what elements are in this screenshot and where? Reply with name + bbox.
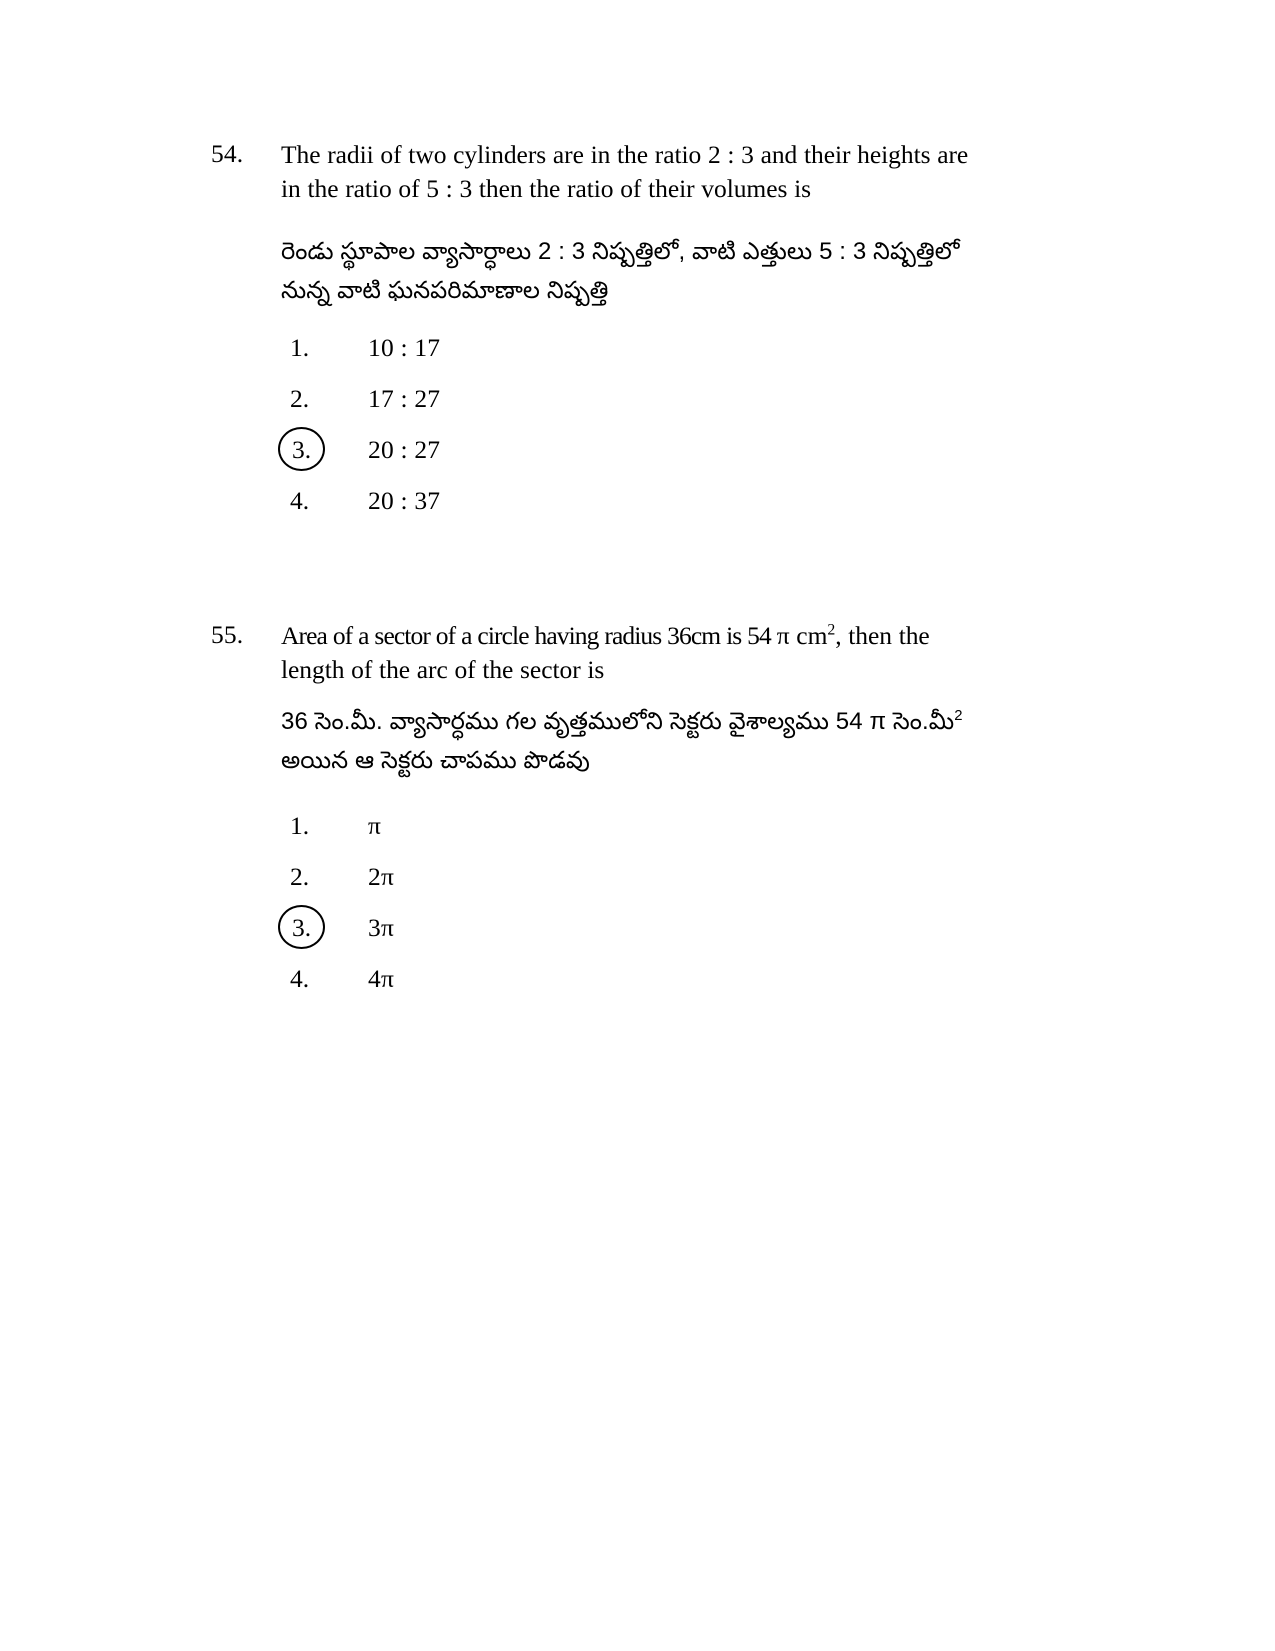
question-stem-telugu-54 xyxy=(281,233,1011,311)
option-marker-4[interactable] xyxy=(290,486,348,515)
option-marker-label: 1. xyxy=(290,810,310,840)
options-list-54 xyxy=(290,333,1011,537)
question-number-54: 54. xyxy=(211,139,244,168)
question-54 xyxy=(0,138,1275,537)
option-row-4[interactable] xyxy=(290,964,1011,1015)
option-marker-2[interactable] xyxy=(290,384,348,413)
option-text-3: 20 : 27 xyxy=(368,434,441,464)
option-marker-label: 4. xyxy=(290,485,310,515)
question-block-54 xyxy=(0,138,1275,537)
option-text-1: π xyxy=(368,810,382,840)
option-marker-1[interactable] xyxy=(290,333,348,362)
option-marker-label: 1. xyxy=(290,332,310,362)
option-row-3[interactable] xyxy=(290,913,1011,964)
superscript-two: 2 xyxy=(827,621,836,639)
question-block-55 xyxy=(0,619,1275,1015)
option-row-1[interactable] xyxy=(290,333,1011,384)
pi-symbol: π xyxy=(869,707,887,735)
pi-symbol: π xyxy=(776,621,790,650)
stem-telugu-line-1 xyxy=(281,703,1011,742)
selected-answer-circle-icon xyxy=(290,435,313,464)
question-stem-english-55 xyxy=(281,619,1011,687)
stem-english-line-1 xyxy=(281,619,1011,653)
stem-english-line-1-part-a: Area of a sector of a circle having radius 36cm is 54 xyxy=(281,621,777,650)
stem-english-line-1-part-b: cm xyxy=(789,621,828,650)
selected-answer-circle-icon xyxy=(290,913,313,942)
options-list-55 xyxy=(290,811,1011,1015)
question-number-55: 55. xyxy=(211,620,244,649)
stem-telugu-line-1-part-b: సెం.మీ xyxy=(886,707,955,735)
superscript-two: 2 xyxy=(954,707,963,724)
option-marker-label: 2. xyxy=(290,383,310,413)
question-55 xyxy=(0,619,1275,1015)
option-row-2[interactable] xyxy=(290,384,1011,435)
stem-english-line-1: The radii of two cylinders are in the ratio 2 : 3 and their heights are xyxy=(281,140,969,169)
option-row-1[interactable] xyxy=(290,811,1011,862)
option-marker-label: 3. xyxy=(292,434,312,464)
stem-english-line-1-part-c: , then the xyxy=(835,621,930,650)
question-body-55 xyxy=(281,619,1011,1015)
stem-telugu-line-2: అయిన ఆ సెక్టరు చాపము పొడవు xyxy=(281,746,590,774)
question-body-54 xyxy=(281,138,1011,537)
option-marker-3[interactable] xyxy=(290,913,348,942)
option-marker-4[interactable] xyxy=(290,964,348,993)
option-row-3[interactable] xyxy=(290,435,1011,486)
option-text-2: 2π xyxy=(368,861,395,891)
option-marker-3[interactable] xyxy=(290,435,348,464)
option-text-4: 4π xyxy=(368,963,395,993)
option-marker-label: 4. xyxy=(290,963,310,993)
option-text-3: 3π xyxy=(368,912,395,942)
option-row-2[interactable] xyxy=(290,862,1011,913)
option-marker-1[interactable] xyxy=(290,811,348,840)
stem-english-line-2: in the ratio of 5 : 3 then the ratio of their volumes is xyxy=(281,173,811,203)
stem-telugu-line-1-part-a: 36 సెం.మీ. వ్యాసార్ధము గల వృత్తములోని సెక్టరు వైశాల్యము 54 xyxy=(281,707,870,735)
option-row-4[interactable] xyxy=(290,486,1011,537)
stem-telugu-line-2: నున్న వాటి ఘనపరిమాణాల నిష్పత్తి xyxy=(281,276,609,304)
option-text-2: 17 : 27 xyxy=(368,383,441,413)
option-marker-label: 2. xyxy=(290,861,310,891)
stem-telugu-line-1: రెండు స్థూపాల వ్యాసార్ధాలు 2 : 3 నిష్పత్తిలో, వాటి ఎత్తులు 5 : 3 నిష్పత్తిలో xyxy=(281,237,960,265)
option-marker-2[interactable] xyxy=(290,862,348,891)
stem-english-line-2: length of the arc of the sector is xyxy=(281,654,605,684)
question-stem-telugu-55 xyxy=(281,703,1011,781)
option-text-4: 20 : 37 xyxy=(368,485,441,515)
option-text-1: 10 : 17 xyxy=(368,332,441,362)
option-marker-label: 3. xyxy=(292,912,312,942)
question-stem-english-54 xyxy=(281,138,1011,206)
